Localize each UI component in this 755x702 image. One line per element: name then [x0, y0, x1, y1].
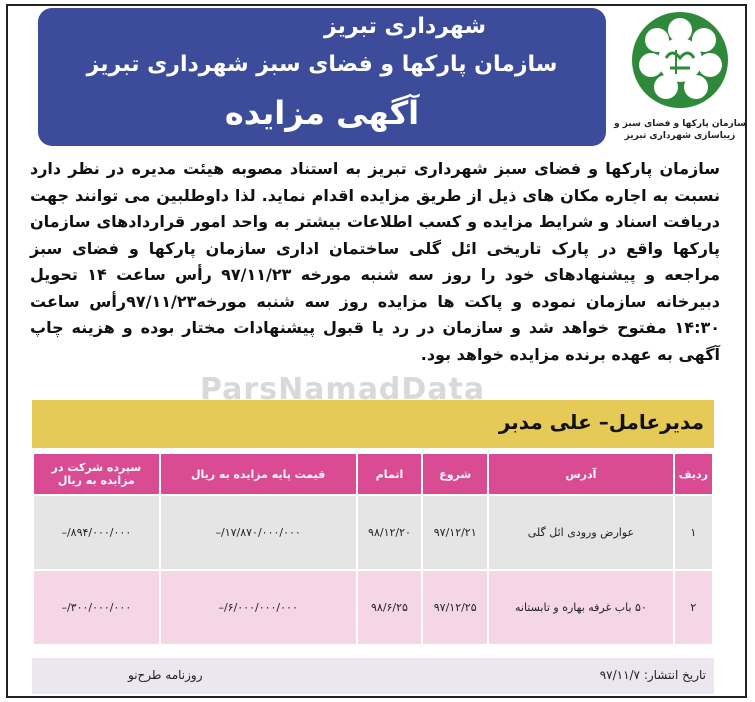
publish-date: تاریخ انتشار: ۹۷/۱۱/۷ [599, 668, 706, 682]
footer-bar [32, 658, 714, 694]
organization-title: سازمان پارکها و فضای سبز شهرداری تبریز [86, 52, 558, 77]
col-base-price: قیمت پایه مزایده به ریال [160, 453, 357, 495]
col-start: شروع [422, 453, 488, 495]
watermark: ParsNamadData [200, 372, 486, 407]
col-deposit: سپرده شرکت در مزایده به ریال [33, 453, 160, 495]
row-end: ۹۸/۶/۲۵ [357, 570, 423, 645]
manager-signature: مدیرعامل– علی مدبر [498, 410, 704, 434]
logo [614, 8, 746, 146]
col-row-number: ردیف [674, 453, 713, 495]
municipality-title: شهرداری تبریز [323, 14, 486, 39]
row-number: ۱ [674, 495, 713, 570]
row-deposit: ۳۰۰/۰۰۰/۰۰۰/– [33, 570, 160, 645]
manager-bar [32, 400, 714, 448]
row-start: ۹۷/۱۲/۲۵ [422, 570, 488, 645]
table-row [33, 495, 713, 570]
auction-table [32, 452, 714, 646]
tree-logo-icon [626, 10, 734, 114]
row-base-price: ۶/۰۰۰/۰۰۰/۰۰۰/– [160, 570, 357, 645]
auction-title: آگهی مزایده [224, 94, 420, 132]
col-address: آدرس [488, 453, 674, 495]
row-start: ۹۷/۱۲/۲۱ [422, 495, 488, 570]
row-number: ۲ [674, 570, 713, 645]
row-base-price: ۱۷/۸۷۰/۰۰۰/۰۰۰/– [160, 495, 357, 570]
table-row [33, 570, 713, 645]
row-address: عوارض ورودی ائل گلی [488, 495, 674, 570]
row-deposit: ۸۹۴/۰۰۰/۰۰۰/– [33, 495, 160, 570]
col-end: اتمام [357, 453, 423, 495]
row-address: ۵۰ باب غرفه بهاره و تابستانه [488, 570, 674, 645]
row-end: ۹۸/۱۲/۲۰ [357, 495, 423, 570]
logo-caption: سازمان پارکها و فضای سبز و زیباسازی شهرداری تبریز [614, 119, 746, 141]
auction-body-text: سازمان پارکها و فضای سبز شهرداری تبریز به استناد مصوبه هیئت مدیره در نظر دارد نسبت به اجاره مکان های ذیل از طریق مزایده اقدام نماید. لذا داوطلبین می توانند جهت دریافت اسناد و شرایط مزایده و کسب اطلاعات بیشتر به واحد امور قراردادهای سازمان پارکها واقع در پارک تاریخی ائل گلی ساختمان اداری سازمان پارکها و فضای سبز مراجعه و پیشنهادهای خود را روز سه شنبه مورخه ۹۷/۱۱/۲۳ رأس ساعت ۱۴ تحویل دبیرخانه سازمان نموده و پاکت ها مزایده روز سه شنبه مورخه۹۷/۱۱/۲۳رأس ساعت ۱۴:۳۰ مفتوح خواهد شد و سازمان در رد یا قبول پیشنهادات مختار بوده و هزینه چاپ آگهی به عهده برنده مزایده خواهد بود. [30, 159, 721, 364]
newspaper-name: روزنامه طرح‌نو [128, 668, 203, 682]
header-banner [38, 8, 606, 146]
